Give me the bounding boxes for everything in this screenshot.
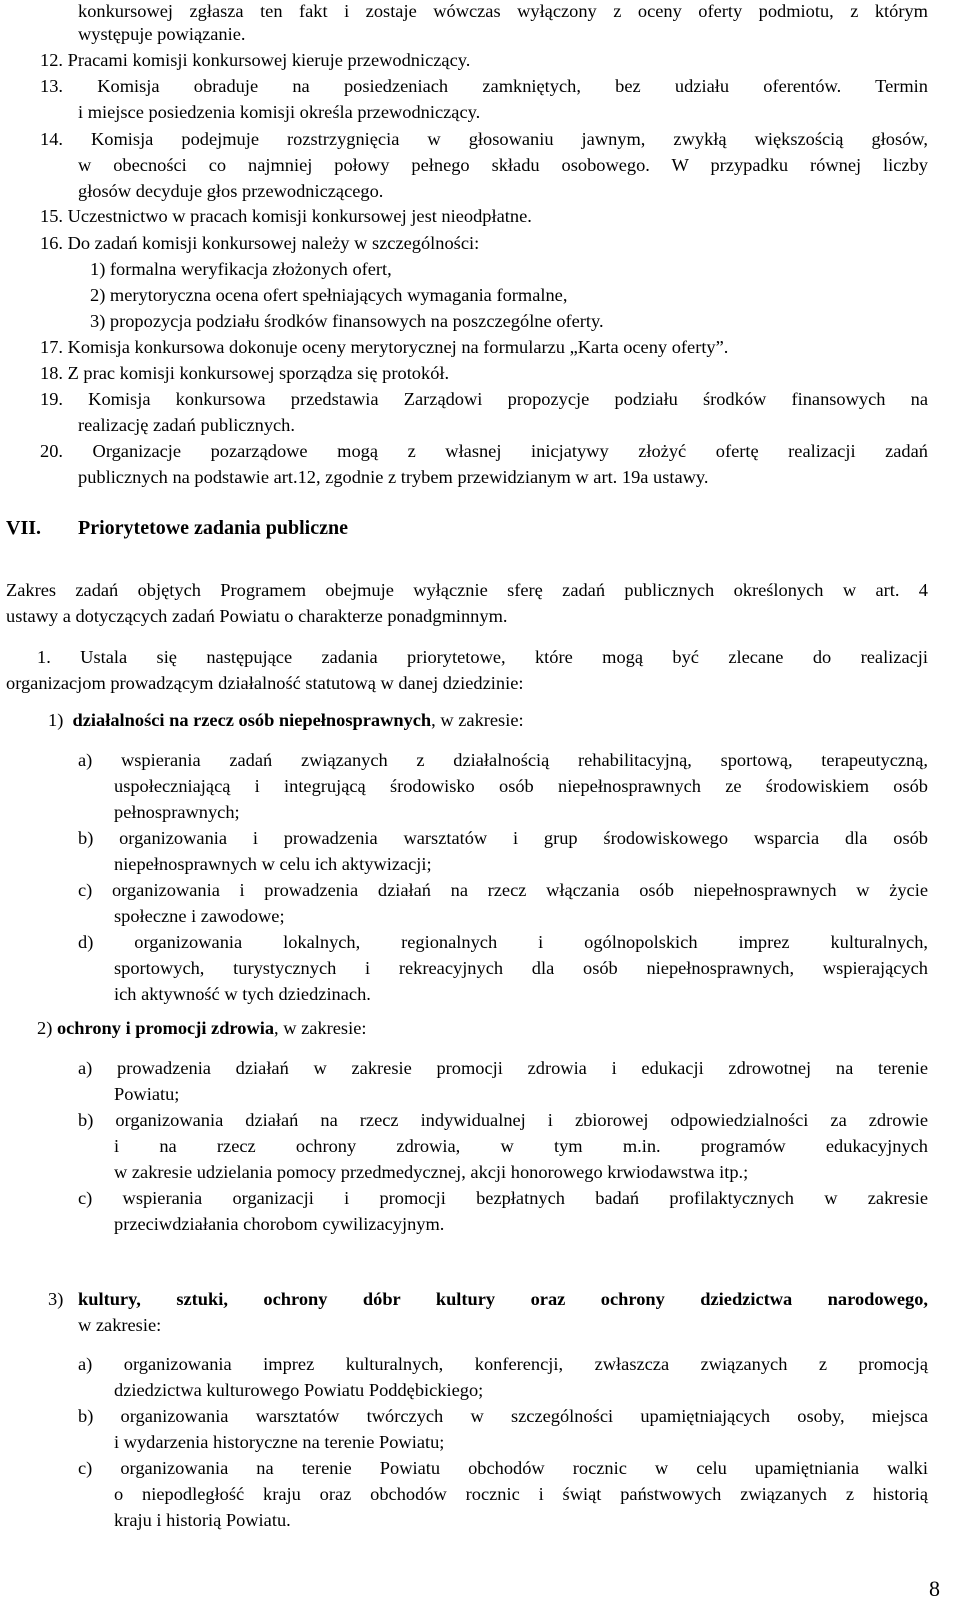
sub-item-b: b) organizowania warsztatów twórczych w szczególności upamiętniających osoby, miejsca bbox=[78, 1406, 928, 1426]
sub-item-line: pełnosprawnych; bbox=[114, 802, 240, 822]
list-item-19: 19. Komisja konkursowa przedstawia Zarządowi propozycje podziału środków finansowych na bbox=[40, 389, 928, 409]
group-title: ochrony i promocji zdrowia bbox=[56, 1018, 275, 1038]
group-tail: , w zakresie: bbox=[431, 710, 524, 730]
sub-item-d: d) organizowania lokalnych, regionalnych i ogólnopolskich imprez kulturalnych, bbox=[78, 932, 928, 952]
group-heading-3 bbox=[48, 1288, 928, 1310]
sub-item-line: przeciwdziałania chorobom cywilizacyjnym. bbox=[114, 1214, 445, 1234]
section-number: VII. bbox=[6, 517, 42, 539]
sub-item-line: uspołeczniającą i integrującą środowisko osób niepełnosprawnych ze środowiskiem osób bbox=[114, 776, 928, 796]
sub-item-b: b) organizowania i prowadzenia warsztatów i grup środowiskowego wsparcia dla osób bbox=[78, 828, 928, 848]
sub-item-line: społeczne i zawodowe; bbox=[114, 906, 285, 926]
list-item-18: 18. Z prac komisji konkursowej sporządza się protokół. bbox=[40, 363, 450, 383]
sub-item: 1) formalna weryfikacja złożonych ofert, bbox=[90, 259, 392, 279]
paragraph-line: w obecności co najmniej połowy pełnego składu osobowego. W przypadku równej liczby bbox=[78, 155, 928, 175]
list-item-16: 16. Do zadań komisji konkursowej należy w szczególności: bbox=[40, 233, 480, 253]
sub-item-a: a) organizowania imprez kulturalnych, konferencji, zwłaszcza związanych z promocją bbox=[78, 1354, 928, 1374]
sub-item-line: o niepodległość kraju oraz obchodów rocznic i świąt państwowych związanych z historią bbox=[114, 1484, 928, 1504]
list-item-15: 15. Uczestnictwo w pracach komisji konkursowej jest nieodpłatne. bbox=[40, 206, 532, 226]
sub-item-line: dziedzictwa kulturowego Powiatu Poddębickiego; bbox=[114, 1380, 484, 1400]
paragraph-line: występuje powiązanie. bbox=[78, 24, 246, 44]
intro-line: ustawy a dotyczących zadań Powiatu o charakterze ponadgminnym. bbox=[6, 606, 508, 626]
paragraph-line: konkursowej zgłasza ten fakt i zostaje wówczas wyłączony z oceny oferty podmiotu, z którym bbox=[78, 1, 928, 21]
sub-item-line: kraju i historią Powiatu. bbox=[114, 1510, 291, 1530]
group-tail: w zakresie: bbox=[78, 1315, 162, 1335]
sub-item-c: c) wspierania organizacji i promocji bezpłatnych badań profilaktycznych w zakresie bbox=[78, 1188, 928, 1208]
sub-item-c: c) organizowania na terenie Powiatu obchodów rocznic w celu upamiętniania walki bbox=[78, 1458, 928, 1478]
sub-item-line: ich aktywność w tych dziedzinach. bbox=[114, 984, 371, 1004]
sub-item-a: a) prowadzenia działań w zakresie promocji zdrowia i edukacji zdrowotnej na terenie bbox=[78, 1058, 928, 1078]
section-title: Priorytetowe zadania publiczne bbox=[78, 517, 348, 539]
paragraph-line: i miejsce posiedzenia komisji określa przewodniczący. bbox=[78, 102, 481, 122]
group-tail: , w zakresie: bbox=[274, 1018, 367, 1038]
sub-item-line: i na rzecz ochrony zdrowia, w tym m.in. programów edukacyjnych bbox=[114, 1136, 928, 1156]
intro-line: Zakres zadań objętych Programem obejmuje wyłącznie sferę zadań publicznych określonych w art. 4 bbox=[6, 580, 928, 600]
sub-item-a: a) wspierania zadań związanych z działalnością rehabilitacyjną, sportową, terapeutyczną, bbox=[78, 750, 928, 770]
list-item-12: 12. Pracami komisji konkursowej kieruje przewodniczący. bbox=[40, 50, 471, 70]
sub-item-line: sportowych, turystycznych i rekreacyjnych dla osób niepełnosprawnych, wspierających bbox=[114, 958, 928, 978]
group-title: działalności na rzecz osób niepełnosprawnych bbox=[72, 710, 432, 730]
paragraph-1: 1. Ustala się następujące zadania priorytetowe, które mogą być zlecane do realizacji bbox=[37, 647, 928, 667]
page-number: 8 bbox=[929, 1576, 940, 1601]
group-number: 2) bbox=[37, 1018, 53, 1038]
list-item-13: 13. Komisja obraduje na posiedzeniach zamkniętych, bez udziału oferentów. Termin bbox=[40, 76, 928, 96]
sub-item-line: w zakresie udzielania pomocy przedmedycznej, akcji honorowego krwiodawstwa itp.; bbox=[114, 1162, 749, 1182]
group-heading-2 bbox=[37, 1017, 366, 1039]
group-heading-1 bbox=[48, 709, 524, 731]
paragraph-line: realizację zadań publicznych. bbox=[78, 415, 295, 435]
group-title: kultury, sztuki, ochrony dóbr kultury oraz ochrony dziedzictwa narodowego, bbox=[78, 1289, 928, 1309]
sub-item-line: Powiatu; bbox=[114, 1084, 180, 1104]
sub-item: 3) propozycja podziału środków finansowych na poszczególne oferty. bbox=[90, 311, 604, 331]
group-number: 3) bbox=[48, 1289, 64, 1309]
paragraph-line: organizacjom prowadzącym działalność statutową w danej dziedzinie: bbox=[6, 673, 524, 693]
sub-item-line: i wydarzenia historyczne na terenie Powiatu; bbox=[114, 1432, 445, 1452]
sub-item-b: b) organizowania działań na rzecz indywidualnej i zbiorowej odpowiedzialności za zdrowie bbox=[78, 1110, 928, 1130]
list-item-17: 17. Komisja konkursowa dokonuje oceny merytorycznej na formularzu „Karta oceny oferty”. bbox=[40, 337, 729, 357]
sub-item-c: c) organizowania i prowadzenia działań na rzecz włączania osób niepełnosprawnych w życie bbox=[78, 880, 928, 900]
list-item-20: 20. Organizacje pozarządowe mogą z własnej inicjatywy złożyć ofertę realizacji zadań bbox=[40, 441, 928, 461]
list-item-14: 14. Komisja podejmuje rozstrzygnięcia w głosowaniu jawnym, zwykłą większością głosów, bbox=[40, 129, 928, 149]
paragraph-line: głosów decyduje głos przewodniczącego. bbox=[78, 181, 384, 201]
paragraph-line: publicznych na podstawie art.12, zgodnie z trybem przewidzianym w art. 19a ustawy. bbox=[78, 467, 709, 487]
group-number: 1) bbox=[48, 710, 64, 730]
sub-item: 2) merytoryczna ocena ofert spełniających wymagania formalne, bbox=[90, 285, 568, 305]
sub-item-line: niepełnosprawnych w celu ich aktywizacji; bbox=[114, 854, 432, 874]
